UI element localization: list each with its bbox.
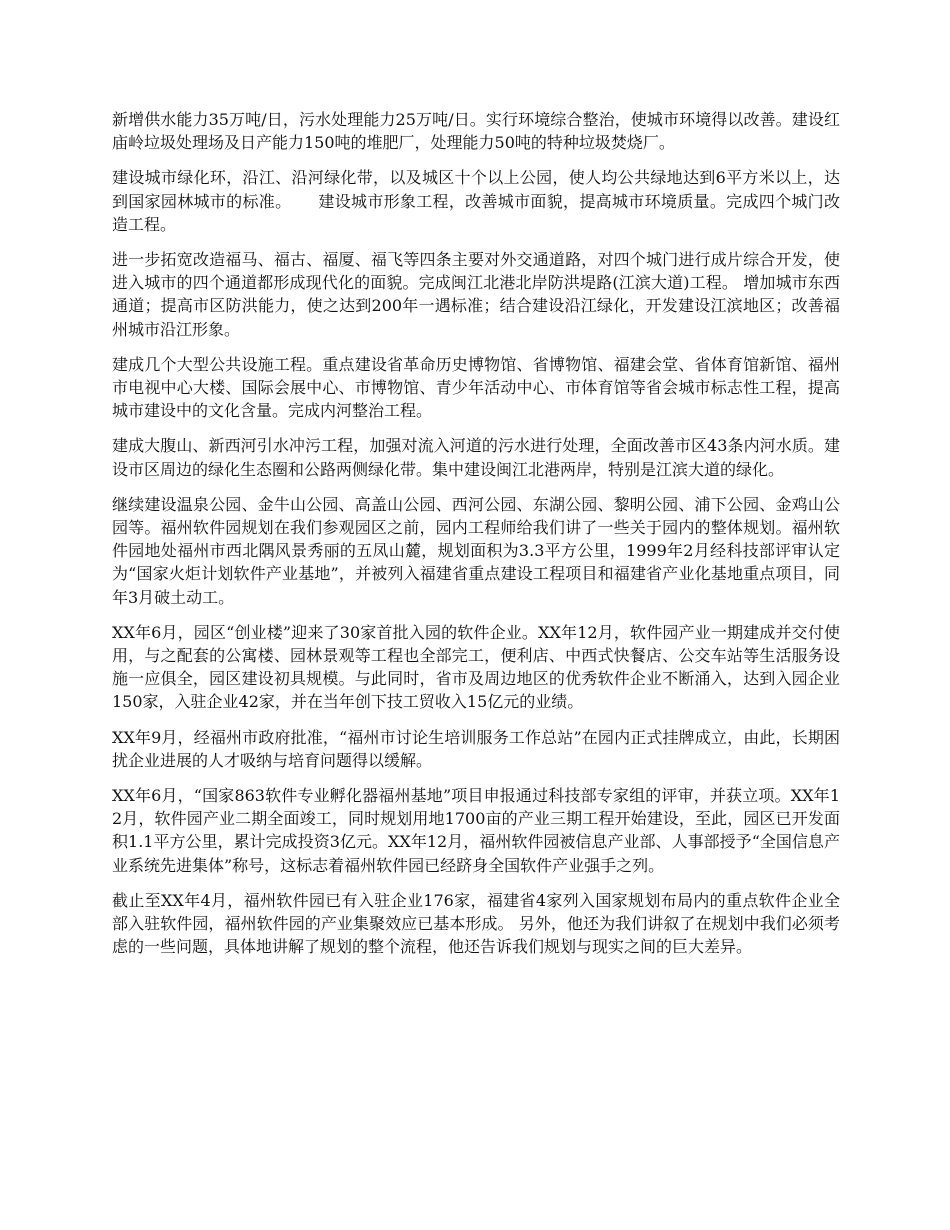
paragraph-6: 继续建设温泉公园、金牛山公园、高盖山公园、西河公园、东湖公园、黎明公园、浦下公园、金鸡山公园等。福州软件园规划在我们参观园区之前，园内工程师给我们讲了一些关于园内的整体规划。福州软件园地处福州市西北隅风景秀丽的五凤山麓，规划面积为3.3平方公里，1999年2月经科技部评审认定为“国家火炬计划软件产业基地”，并被列入福建省重点建设工程项目和福建省产业化基地重点项目，同年3月破土动工。 <box>112 494 840 607</box>
paragraph-7: XX年6月，园区“创业楼”迎来了30家首批入园的软件企业。XX年12月，软件园产业一期建成并交付使用，与之配套的公寓楼、园林景观等工程也全部完工，便利店、中西式快餐店、公交车站等生活服务设施一应俱全，园区建设初具规模。与此同时，省市及周边地区的优秀软件企业不断涌入，达到入园企业150家，入驻企业42家，并在当年创下技工贸收入15亿元的业绩。 <box>112 622 840 712</box>
document-page <box>112 108 840 971</box>
paragraph-8: XX年9月，经福州市政府批准，“福州市讨论生培训服务工作总站”在园内正式挂牌成立，由此，长期困扰企业进展的人才吸纳与培育问题得以缓解。 <box>112 727 840 770</box>
paragraph-2: 建设城市绿化环，沿江、沿河绿化带，以及城区十个以上公园，使人均公共绿地达到6平方米以上，达到国家园林城市的标准。 建设城市形象工程，改善城市面貌，提高城市环境质量。完成四个城门改造工程。 <box>112 168 840 234</box>
paragraph-3: 进一步拓宽改造福马、福古、福厦、福飞等四条主要对外交通道路，对四个城门进行成片综合开发，使进入城市的四个通道都形成现代化的面貌。完成闽江北港北岸防洪堤路(江滨大道)工程。 增加城市东西通道；提高市区防洪能力，使之达到200年一遇标准；结合建设沿江绿化，开发建设江滨地区；改善福州城市沿江形象。 <box>112 250 840 339</box>
paragraph-5: 建成大腹山、新西河引水冲污工程，加强对流入河道的污水进行处理，全面改善市区43条内河水质。建设市区周边的绿化生态圈和公路两侧绿化带。集中建设闽江北港两岸，特别是江滨大道的绿化。 <box>112 436 840 479</box>
paragraph-10: 截止至XX年4月，福州软件园已有入驻企业176家，福建省4家列入国家规划布局内的重点软件企业全部入驻软件园，福州软件园的产业集聚效应已基本形成。 另外，他还为我们讲叙了在规划中我们必须考虑的一些问题，具体地讲解了规划的整个流程，他还告诉我们规划与现实之间的巨大差异。 <box>112 890 840 957</box>
paragraph-1: 新增供水能力35万吨/日，污水处理能力25万吨/日。实行环境综合整治，使城市环境得以改善。建设红庙岭垃圾处理场及日产能力150吨的堆肥厂，处理能力50吨的特种垃圾焚烧厂。 <box>112 110 840 153</box>
paragraph-4: 建成几个大型公共设施工程。重点建设省革命历史博物馆、省博物馆、福建会堂、省体育馆新馆、福州市电视中心大楼、国际会展中心、市博物馆、青少年活动中心、市体育馆等省会城市标志性工程，提高城市建设中的文化含量。完成内河整治工程。 <box>112 354 840 421</box>
paragraph-9: XX年6月，“国家863软件专业孵化器福州基地”项目申报通过科技部专家组的评审，并获立项。XX年12月，软件园产业二期全面竣工，同时规划用地1700亩的产业三期工程开始建设，至此，园区已开发面积1.1平方公里，累计完成投资3亿元。XX年12月，福州软件园被信息产业部、人事部授予“全国信息产业系统先进集体”称号，这标志着福州软件园已经跻身全国软件产业强手之列。 <box>112 786 840 875</box>
